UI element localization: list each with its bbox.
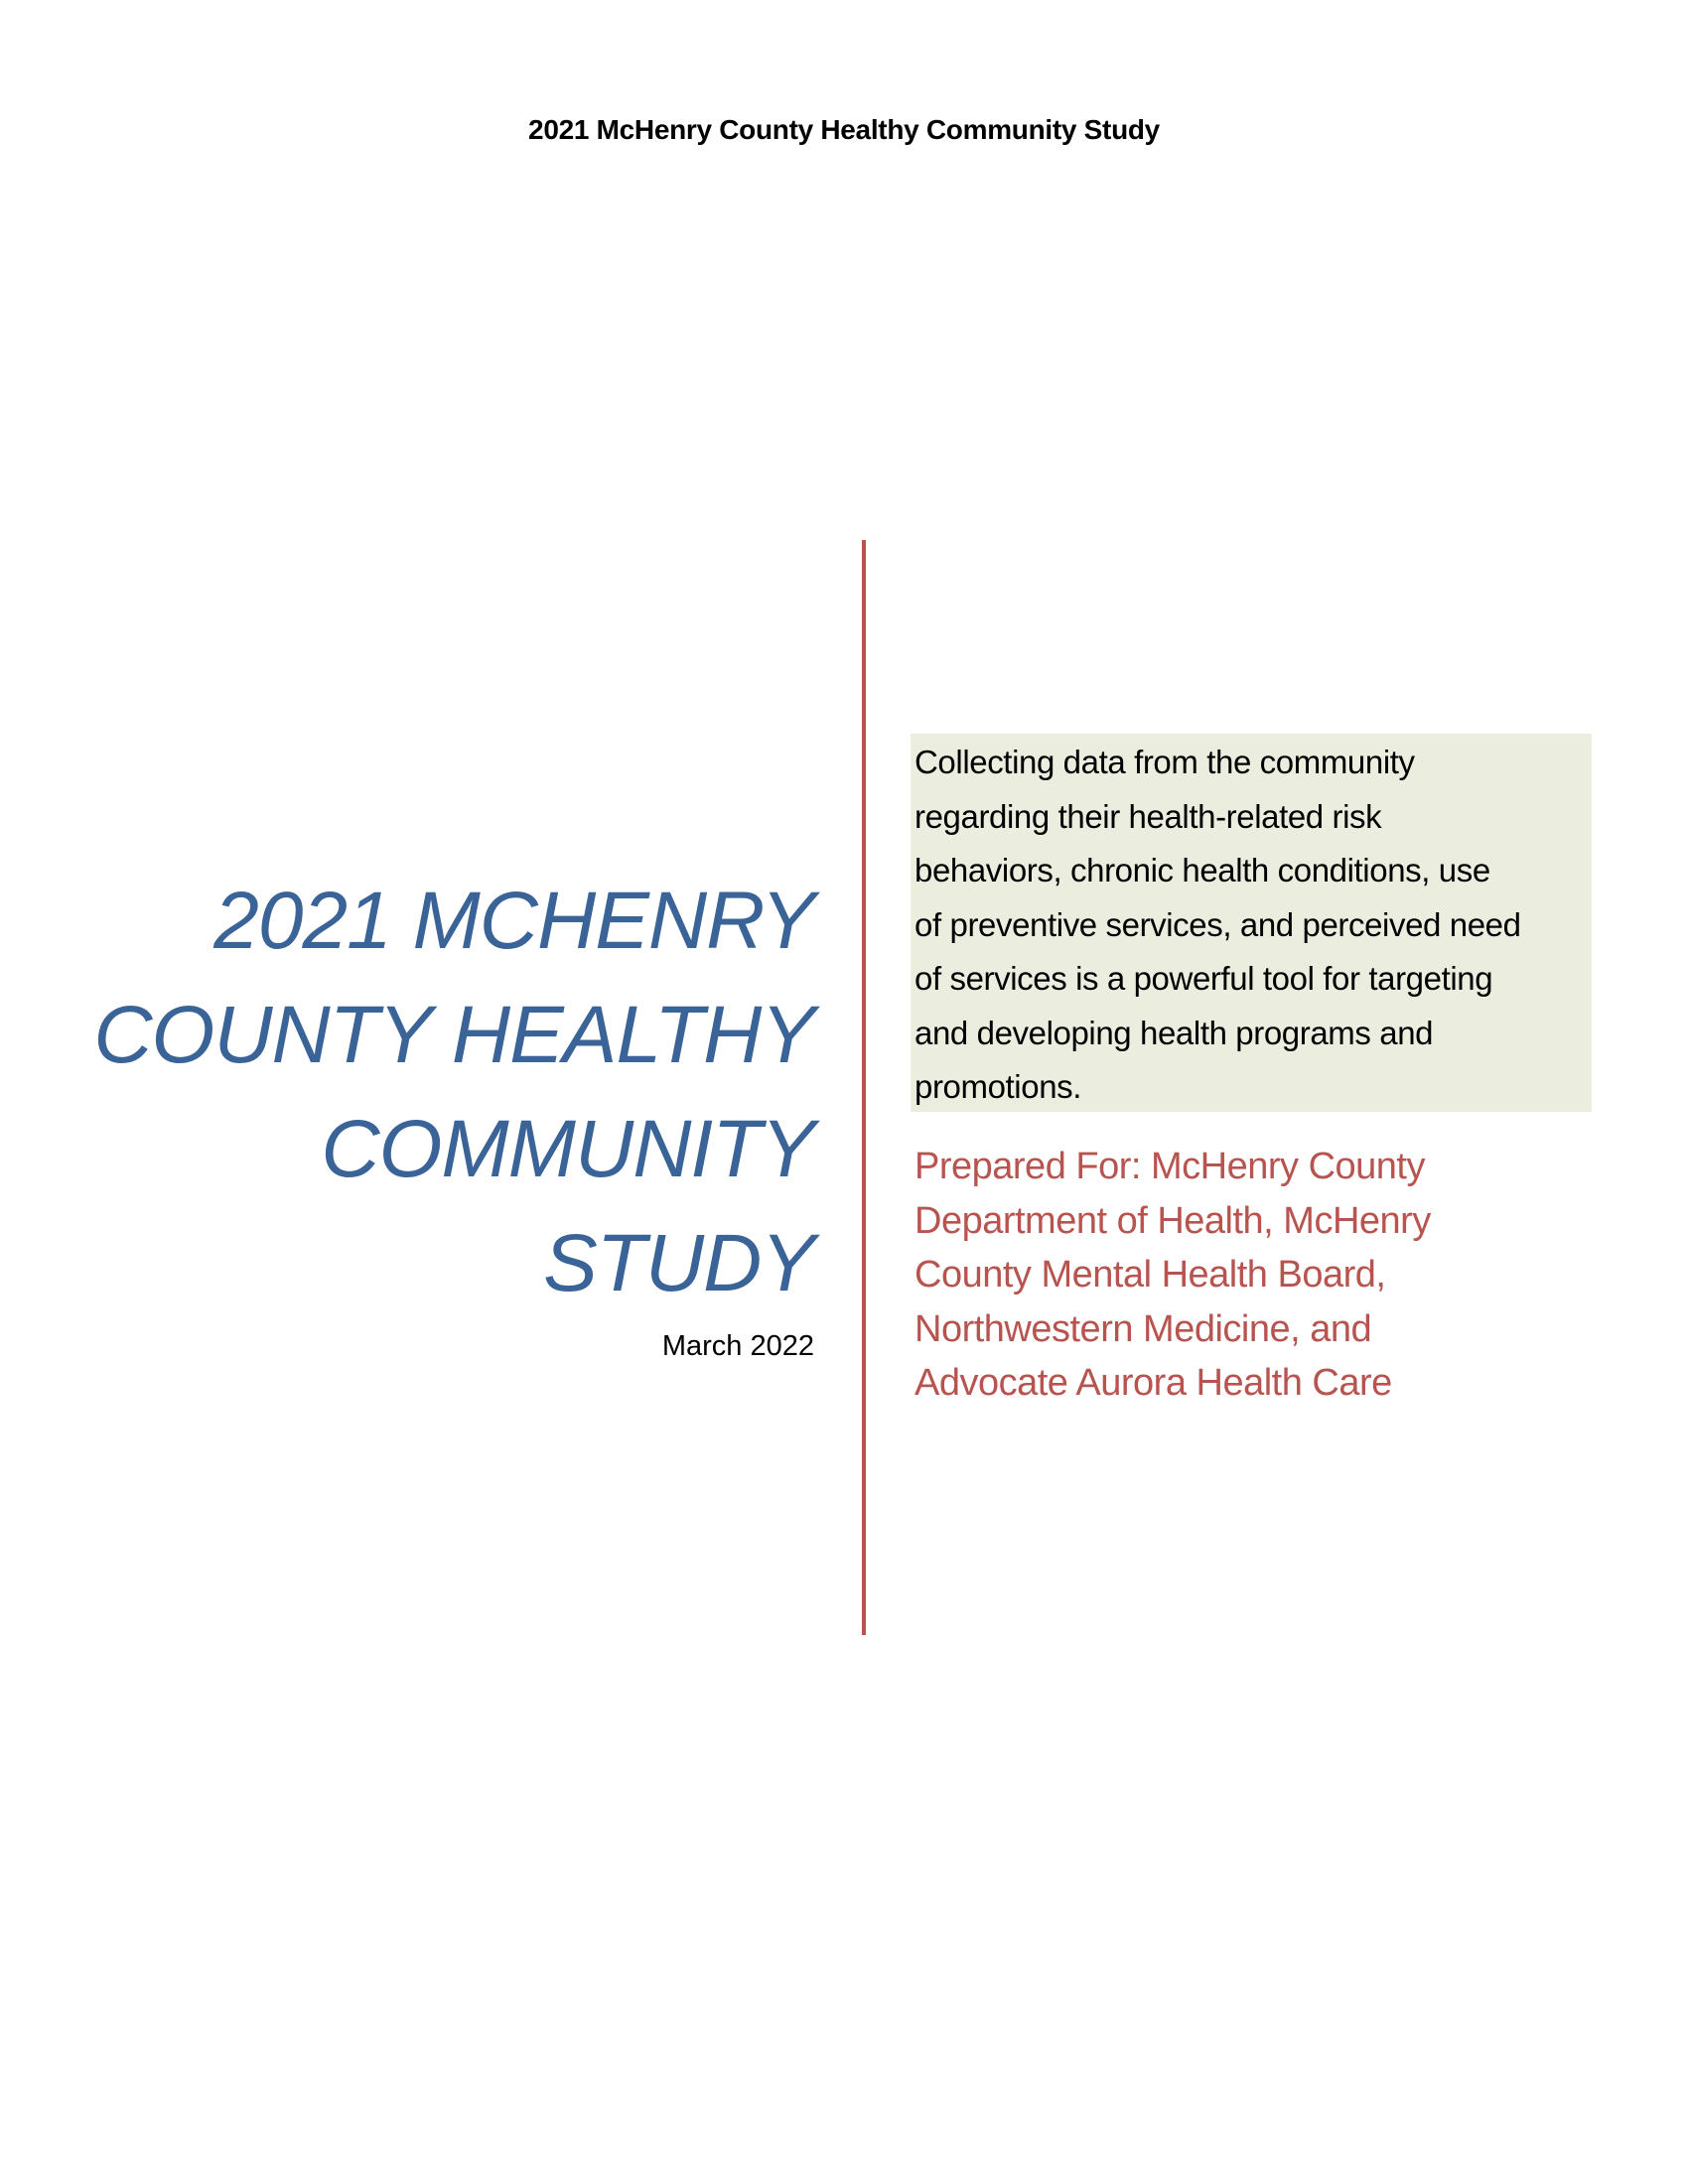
running-header: 2021 McHenry County Healthy Community Study [528, 114, 1160, 145]
cover-title-line: 2021 MCHENRY [213, 876, 814, 966]
summary-line: behaviors, chronic health conditions, use [914, 852, 1490, 888]
cover-title-line: COUNTY HEALTHY [93, 990, 814, 1080]
summary-line: and developing health programs and [914, 1014, 1434, 1051]
summary-line: promotions. [914, 1068, 1082, 1105]
summary-line: of preventive services, and perceived need [914, 905, 1521, 943]
prepared-for [914, 1140, 1590, 1411]
summary-line: Collecting data from the community [914, 744, 1415, 780]
summary-line: of services is a powerful tool for targeting [914, 960, 1493, 997]
prepared-for-line: Department of Health, McHenry [914, 1199, 1431, 1242]
prepared-for-line: Prepared For: McHenry County [914, 1146, 1425, 1187]
summary-text [914, 736, 1600, 1115]
publication-date: March 2022 [661, 1330, 814, 1362]
cover-title-line: STUDY [543, 1218, 814, 1308]
prepared-for-line: County Mental Health Board, [914, 1254, 1386, 1296]
prepared-for-line: Northwestern Medicine, and [914, 1307, 1372, 1350]
cover-title [60, 864, 814, 1320]
summary-line: regarding their health-related risk [914, 797, 1382, 835]
vertical-divider [862, 540, 866, 1635]
prepared-for-line: Advocate Aurora Health Care [914, 1362, 1392, 1404]
cover-title-line: COMMUNITY [321, 1104, 814, 1194]
